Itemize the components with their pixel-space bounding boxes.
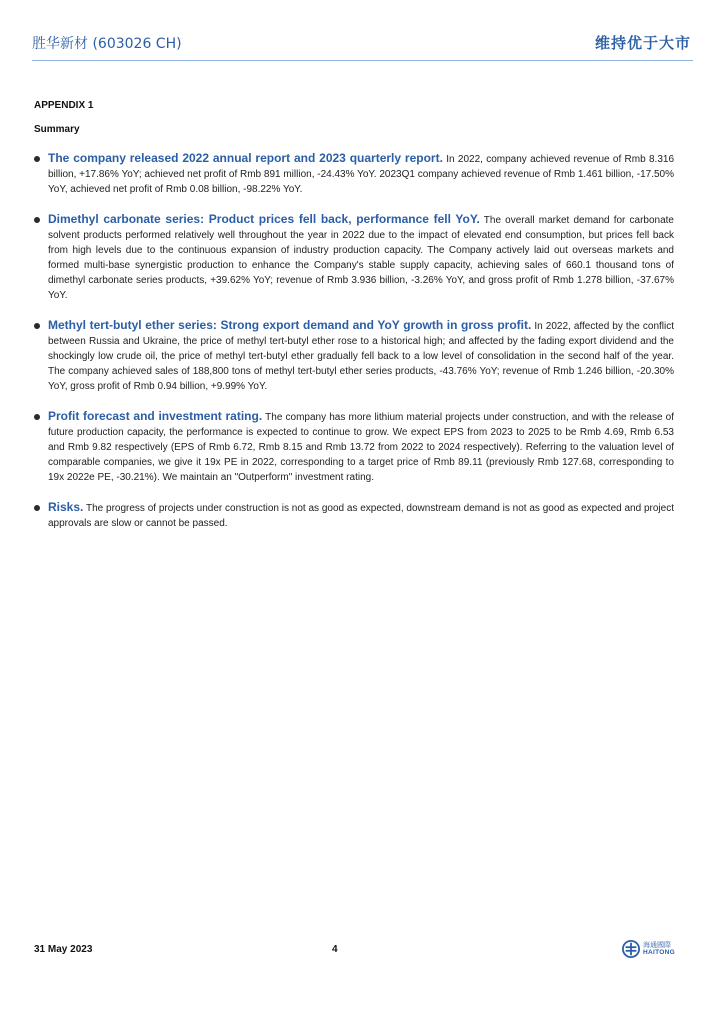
bullet-body: The overall market demand for carbonate solvent products performed relatively well throughout the year in 2022 due to the impact of elevated end consumption, but prices fell back from high levels due to the continuous expansion of industry production capacity. The Company actively laid out overseas markets and formed multi-base synergistic production to enhance the Company's stable supply capacity, achieving sales of 660.1 thousand tons of dimethyl carbonate series products, +39.62% YoY; revenue of Rmb 3.936 billion, -3.26% YoY, and gross profit of Rmb 1.278 billion, -37.67% YoY. — [48, 215, 674, 301]
bullet-risks — [34, 500, 674, 531]
bullet-profit-forecast — [34, 409, 674, 485]
bullet-dot-icon — [34, 505, 40, 511]
bullet-heading: Profit forecast and investment rating. — [48, 409, 263, 423]
bullet-dot-icon — [34, 323, 40, 329]
bullet-body: The company has more lithium material projects under construction, and with the release of future production capacity, the performance is expected to continue to grow. We expect EPS from 2023 to 2025 to be Rmb 4.69, Rmb 6.53 and Rmb 9.82 respectively (EPS of Rmb 6.72, Rmb 8.15 and Rmb 13.72 from 2022 to 2024 respectively). Referring to the valuation level of comparable companies, we give it 19x PE in 2022, corresponding to a target price of Rmb 89.11 (previously Rmb 127.68, corresponding to 19x 2022e PE, -30.21%). We maintain an "Outperform" investment rating. — [48, 412, 675, 483]
bullet-annual-report — [34, 151, 674, 197]
bullet-heading: Methyl tert-butyl ether series: Strong export demand and YoY growth in gross profit. — [48, 318, 532, 332]
rating-label: 维持优于大市 — [594, 34, 691, 52]
bullet-body: In 2022, affected by the conflict between Russia and Ukraine, the price of methyl tert-butyl ether rose to a historical high; and affected by the fading export dividend and the shockingly low crude oil, the price of methyl tert-butyl ether gradually fell back to a low level of consolidation in the second half of the year. The company achieved sales of 188,800 tons of methyl tert-butyl ether series products, -43.76% YoY; revenue of Rmb 1.246 billion, -20.30% YoY, gross profit of Rmb 0.94 billion, +9.99% YoY. — [48, 321, 674, 392]
bullet-heading: Dimethyl carbonate series: Product prices fell back, performance fell YoY. — [48, 212, 480, 226]
report-title: 胜华新材 (603026 CH) — [32, 36, 182, 52]
bullet-dot-icon — [34, 414, 40, 420]
logo-text — [643, 941, 675, 957]
summary-bullet-list — [34, 151, 674, 546]
logo-cn-text: 海通國際 — [643, 941, 671, 949]
footer-date: 31 May 2023 — [34, 944, 93, 955]
summary-title: Summary — [34, 124, 80, 135]
bullet-dot-icon — [34, 217, 40, 223]
haitong-logo-icon — [622, 940, 640, 958]
bullet-dimethyl-carbonate — [34, 212, 674, 303]
bullet-dot-icon — [34, 156, 40, 162]
haitong-logo — [622, 940, 675, 958]
bullet-methyl-ether — [34, 318, 674, 394]
page-number: 4 — [332, 944, 338, 955]
logo-en-text: HAITONG — [643, 949, 675, 956]
bullet-heading: The company released 2022 annual report and 2023 quarterly report. — [48, 151, 443, 165]
bullet-body: In 2022, company achieved revenue of Rmb 8.316 billion, +17.86% YoY; achieved net profit of Rmb 891 million, -24.43% YoY. 2023Q1 company achieved revenue of Rmb 1.461 billion, -17.50% YoY, achieved net profit of Rmb 0.08 billion, -98.22% YoY. — [48, 154, 674, 195]
bullet-body: The progress of projects under construction is not as good as expected, downstream demand is not as good as expected and project approvals are slow or cannot be passed. — [48, 503, 674, 529]
bullet-heading: Risks. — [48, 500, 84, 514]
appendix-title: APPENDIX 1 — [34, 100, 94, 111]
header-divider — [32, 60, 693, 61]
